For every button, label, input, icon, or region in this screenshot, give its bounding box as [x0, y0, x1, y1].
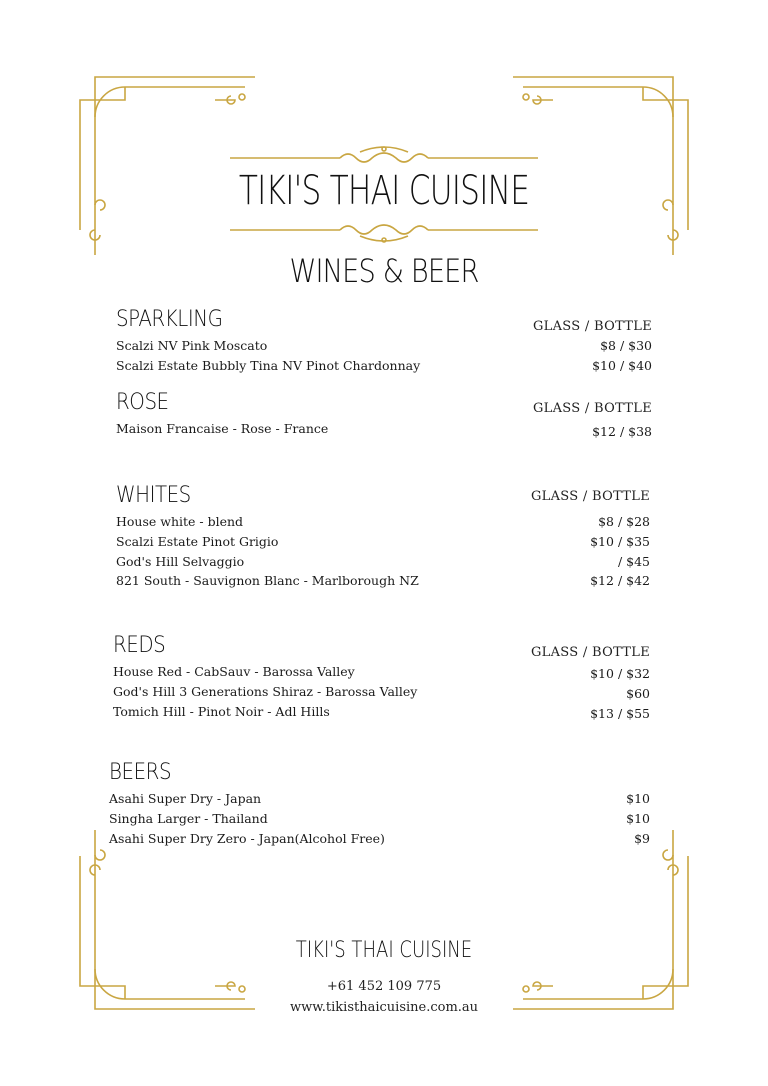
item-price: $13 / $55	[590, 706, 650, 721]
list-item: God's Hill 3 Generations Shiraz - Barossa Valley	[113, 684, 418, 699]
item-price: $12 / $38	[592, 424, 652, 439]
list-item: Scalzi Estate Bubbly Tina NV Pinot Chardonnay	[116, 358, 421, 373]
item-price: / $45	[617, 554, 650, 569]
col-header-sparkling: GLASS / BOTTLE	[533, 319, 652, 334]
section-heading-reds: REDS	[113, 633, 166, 658]
section-heading-whites: WHITES	[116, 483, 191, 508]
footer-phone[interactable]: +61 452 109 775	[326, 979, 442, 994]
section-heading-beers: BEERS	[109, 760, 172, 785]
list-item: Scalzi Estate Pinot Grigio	[116, 534, 279, 549]
list-item: House white - blend	[116, 514, 244, 529]
col-header-whites: GLASS / BOTTLE	[531, 489, 650, 504]
restaurant-name-title: TIKI'S THAI CUISINE	[238, 168, 530, 214]
col-header-reds: GLASS / BOTTLE	[531, 645, 650, 660]
section-heading-sparkling: SPARKLING	[116, 307, 223, 332]
list-item: Tomich Hill - Pinot Noir - Adl Hills	[113, 704, 330, 719]
list-item: Asahi Super Dry Zero - Japan(Alcohol Free)	[109, 831, 385, 846]
list-item: God's Hill Selvaggio	[116, 554, 245, 569]
list-item: Maison Francaise - Rose - France	[116, 421, 329, 436]
item-price: $10 / $35	[590, 534, 650, 549]
item-price: $9	[634, 831, 650, 846]
list-item: Scalzi NV Pink Moscato	[116, 338, 268, 353]
item-price: $10	[626, 811, 650, 826]
col-header-rose: GLASS / BOTTLE	[533, 401, 652, 416]
menu-title: WINES & BEER	[289, 252, 479, 290]
item-price: $10 / $40	[592, 358, 652, 373]
item-price: $10 / $32	[590, 666, 650, 681]
list-item: Asahi Super Dry - Japan	[109, 791, 262, 806]
list-item: Singha Larger - Thailand	[109, 811, 268, 826]
list-item: House Red - CabSauv - Barossa Valley	[113, 664, 355, 679]
item-price: $8 / $28	[598, 514, 650, 529]
item-price: $10	[626, 791, 650, 806]
footer-restaurant-name: TIKI'S THAI CUISINE	[295, 938, 473, 963]
section-heading-rose: ROSE	[116, 390, 169, 415]
item-price: $12 / $42	[590, 573, 650, 588]
item-price: $8 / $30	[600, 338, 652, 353]
list-item: 821 South - Sauvignon Blanc - Marlborough NZ	[116, 573, 419, 588]
item-price: $60	[626, 686, 650, 701]
footer-website-link[interactable]: www.tikisthaicuisine.com.au	[289, 1000, 479, 1015]
